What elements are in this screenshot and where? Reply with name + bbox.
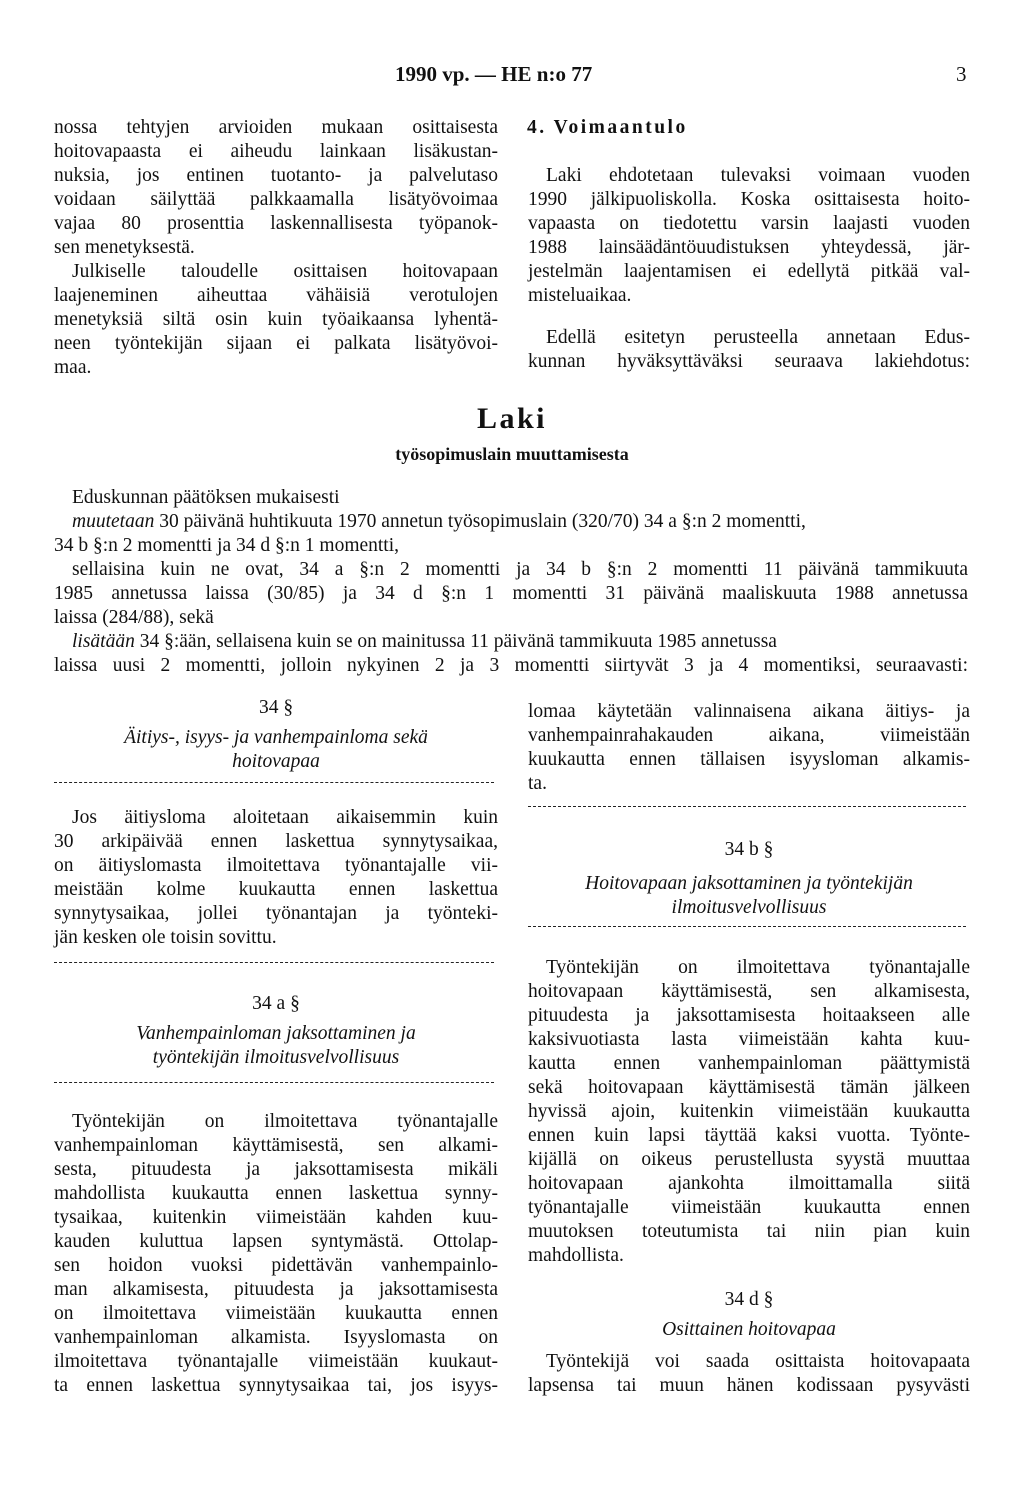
paragraph-line: vapaasta on tiedotettu varsin laajasti vuoden (528, 213, 970, 234)
paragraph-line: kijällä on oikeus perustellusta syystä muuttaa (528, 1149, 970, 1170)
amend-clause-line (72, 510, 806, 534)
paragraph-line: hoitovapaan ajankohta ilmoittamalla siitä (528, 1173, 970, 1194)
paragraph-line: Edellä esitetyn perusteella annetaan Edus- (546, 327, 970, 348)
amend-keyword: muutetaan (72, 511, 155, 532)
paragraph-line: kunnan hyväksyttäväksi seuraava lakiehdotus: (528, 351, 970, 372)
paragraph-line: maa. (54, 357, 92, 378)
add-keyword: lisätään (72, 631, 135, 652)
paragraph-line: nossa tehtyjen arvioiden mukaan osittaisesta (54, 117, 498, 138)
add-clause-line (72, 630, 777, 654)
paragraph-line: neen työntekijän sijaan ei palkata lisätyövoi- (54, 333, 498, 354)
section-number: 34 a § (252, 993, 300, 1014)
paragraph-line: työnantajalle viimeistään kuukautta ennen (528, 1197, 970, 1218)
paragraph-line: sesta, pituudesta ja jaksottamisesta mikäli (54, 1159, 498, 1180)
law-subtitle: työsopimuslain muuttamisesta (395, 444, 629, 464)
amend-clause-line: laissa (284/88), sekä (54, 607, 214, 628)
add-text: 34 §:ään, sellaisena kuin se on mainitussa 11 päivänä tammikuuta 1985 annetussa (134, 631, 777, 652)
add-clause-line: laissa uusi 2 momentti, jolloin nykyinen 2 ja 3 momentti siirtyvät 3 ja 4 momentiksi, seuraavasti: (54, 655, 968, 676)
paragraph-line: kauden kuluttua lapsen syntymästä. Ottolap- (54, 1231, 498, 1252)
paragraph-line: synnytysaikaa, jollei työnantajan ja työnteki- (54, 903, 498, 924)
paragraph-line: ta. (528, 773, 547, 794)
paragraph-line: meistään kolme kuukautta ennen laskettua (54, 879, 498, 900)
paragraph-line: Jos äitiysloma aloitetaan aikaisemmin kuin (72, 807, 498, 828)
paragraph-line: lomaa käytetään valinnaisena aikana äitiys- ja (528, 701, 970, 722)
paragraph-line: Työntekijä voi saada osittaista hoitovapaata (546, 1351, 970, 1372)
amend-text: 30 päivänä huhtikuuta 1970 annetun työsopimuslain (320/70) 34 a §:n 2 momentti, (154, 511, 806, 532)
section-title: Äitiys-, isyys- ja vanhempainloma sekä (124, 727, 428, 748)
amend-clause-line: 1985 annetussa laissa (30/85) ja 34 d §:n 1 momentti 31 päivänä maaliskuuta 1988 annetussa (54, 583, 968, 604)
paragraph-line: lapsensa tai muun hänen kodissaan pysyvästi (528, 1375, 970, 1396)
paragraph-line: muutoksen toteutumista tai niin pian kuin (528, 1221, 970, 1242)
paragraph-line: 30 arkipäivää ennen laskettua synnytysaikaa, (54, 831, 498, 852)
paragraph-line: ta ennen laskettua synnytysaikaa tai, jos isyys- (54, 1375, 498, 1396)
paragraph-line: Julkiselle taloudelle osittaisen hoitovapaan (72, 261, 498, 282)
section-title: työntekijän ilmoitusvelvollisuus (152, 1047, 400, 1068)
omission-dashes (54, 962, 494, 963)
section-title: hoitovapaa (232, 751, 320, 772)
paragraph-line: voidaan säilyttää palkkaamalla lisätyövoimaa (54, 189, 498, 210)
paragraph-line: hoitovapaasta ei aiheudu lainkaan lisäkustan- (54, 141, 498, 162)
paragraph-line: vanhempainrahakauden aikana, viimeistään (528, 725, 970, 746)
omission-dashes (528, 806, 966, 807)
paragraph-line: jän kesken ole toisin sovittu. (54, 927, 277, 948)
section-number: 34 b § (724, 839, 774, 860)
paragraph-line: kuukautta ennen tällaisen isyysloman alkamis- (528, 749, 970, 770)
paragraph-line: hoitovapaan käyttämisestä, sen alkamisesta, (528, 981, 970, 1002)
amend-clause-line: 34 b §:n 2 momentti ja 34 d §:n 1 momentti, (54, 535, 400, 556)
section-number: 34 § (258, 697, 294, 718)
section-title: Vanhempainloman jaksottaminen ja (136, 1023, 416, 1044)
paragraph-line: 1990 jälkipuoliskolla. Koska osittaisesta hoito- (528, 189, 970, 210)
paragraph-line: vanhempainloman käyttämisestä, sen alkami- (54, 1135, 498, 1156)
paragraph-line: ennen kuin lapsi täyttää kaksi vuotta. Työnte- (528, 1125, 970, 1146)
paragraph-line: sen hoidon vuoksi pidettävän vanhempainlo- (54, 1255, 498, 1276)
paragraph-line: vajaa 80 prosenttia laskennallisesta työpanok- (54, 213, 498, 234)
paragraph-line: Työntekijän on ilmoitettava työnantajalle (546, 957, 970, 978)
law-title: Laki (476, 402, 548, 435)
amend-clause-line: sellaisina kuin ne ovat, 34 a §:n 2 momentti ja 34 b §:n 2 momentti 11 päivänä tammikuuta (72, 559, 968, 580)
paragraph-line: ilmoitettava työnantajalle viimeistään kuukaut- (54, 1351, 498, 1372)
paragraph-line: mahdollista. (528, 1245, 624, 1266)
paragraph-line: Työntekijän on ilmoitettava työnantajalle (72, 1111, 498, 1132)
paragraph-line: sen menetyksestä. (54, 237, 195, 258)
paragraph-line: 1988 lainsäädäntöuudistuksen yhteydessä, jär- (528, 237, 970, 258)
section-title: Osittainen hoitovapaa (662, 1319, 836, 1340)
paragraph-line: on ilmoitettava viimeistään kuukautta ennen (54, 1303, 498, 1324)
paragraph-line: mahdollista kuukautta ennen laskettua synny- (54, 1183, 498, 1204)
section-number: 34 d § (724, 1289, 774, 1310)
omission-dashes (54, 1082, 494, 1083)
section-title: ilmoitusvelvollisuus (671, 897, 827, 918)
paragraph-line: kautta ennen vanhempainloman päättymistä (528, 1053, 970, 1074)
paragraph-line: jestelmän laajentamisen ei edellytä pitkää val- (528, 261, 970, 282)
paragraph-line: nuksia, jos entinen tuotanto- ja palvelutaso (54, 165, 498, 186)
section-title: Hoitovapaan jaksottaminen ja työntekijän (585, 873, 913, 894)
page-header-title: 1990 vp. — HE n:o 77 (395, 62, 593, 86)
section-heading: 4. Voimaantulo (527, 117, 688, 138)
paragraph-line: man alkamisesta, pituudesta ja jaksottamisesta (54, 1279, 498, 1300)
paragraph-line: Laki ehdotetaan tulevaksi voimaan vuoden (546, 165, 970, 186)
omission-dashes (54, 782, 494, 783)
paragraph-line: hyvissä ajoin, kuitenkin viimeistään kuukautta (528, 1101, 970, 1122)
paragraph-line: on äitiyslomasta ilmoitettava työnantajalle vii- (54, 855, 498, 876)
paragraph-line: vanhempainloman alkamista. Isyyslomasta on (54, 1327, 498, 1348)
paragraph-line: kaksivuotiasta lasta viimeistään kahta kuu- (528, 1029, 970, 1050)
paragraph-line: laajeneminen aiheuttaa vähäisiä verotulojen (54, 285, 498, 306)
paragraph-line: tysaikaa, kuitenkin viimeistään kahden kuu- (54, 1207, 498, 1228)
law-preamble: Eduskunnan päätöksen mukaisesti (72, 487, 340, 508)
omission-dashes (528, 926, 966, 927)
paragraph-line: sekä hoitovapaan käyttämisestä tämän jälkeen (528, 1077, 970, 1098)
paragraph-line: pituudesta ja jaksottamisesta hoitaakseen alle (528, 1005, 970, 1026)
paragraph-line: misteluaikaa. (528, 285, 632, 306)
paragraph-line: menetyksiä siltä osin kuin työaikaansa lyhentä- (54, 309, 498, 330)
page-number: 3 (956, 62, 967, 86)
